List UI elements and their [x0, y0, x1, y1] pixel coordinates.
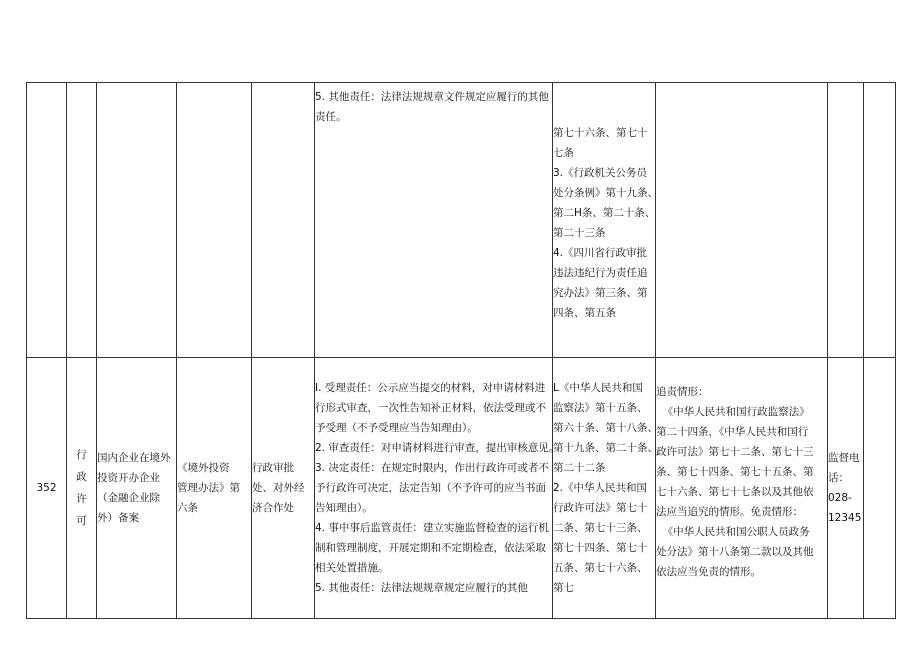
responsibility-cell: I. 受理责任：公示应当提交的材料，对申请材料进 行形式审查，一次性告知补正材料，依法受理或不 予受理（不予受理应当告知理由）。 2. 审查责任：对申请材料进行审查，提出审核意见。 3. 决定责任：在规定时限内，作出行政许可或者不 予行政许可决定，法定告知（不予许可的应当书面 告知理由）。 4. 事中事后监管责任：建立实施监督检查的运行机 制和管理制度，开展定期和不定期检查，依法采取 相关处置措施。 5. 其他责任：法律法规规章规定应履行的其他	[315, 358, 553, 619]
remarks-cell	[864, 83, 896, 358]
responsibility-cell: 5. 其他责任：法律法规规章文件规定应履行的其他 责任。	[315, 83, 553, 358]
table-row	[27, 83, 896, 358]
contact-cell: 监督电 话： 028- 12345	[828, 358, 864, 619]
remarks-cell	[864, 358, 896, 619]
item-name-cell: 国内企业在境外 投资开办企业 （金融企业除 外）备案	[97, 358, 177, 619]
contact-cell	[828, 83, 864, 358]
item-type-cell: 行 政 许 可	[67, 358, 97, 619]
law-reference-cell: L《中华人民共和国 监察法》第十五条、 第六十条、第十八条、 第十九条、第二十条、 第二十二条 2.《中华人民共和国 行政许可法》第七十 二条、第七十三条、 第七十四条、第七十 五条、第七十六条、 第七	[553, 358, 656, 619]
department-cell	[252, 83, 315, 358]
item-type-cell	[67, 83, 97, 358]
legal-basis-cell	[177, 83, 252, 358]
accountability-cell: 追责情形： 《中华人民共和国行政监察法》 第二十四条，《中华人民共和国行 政许可法》第七十二条、第七十三 条、第七十四条、第七十五条、第 七十六条、第七十七条以及其他依 法应当追究的情形。免责情形： 《中华人民共和国公职人员政务 处分法》第十八条第二款以及其他 依法应当免责的情形。	[656, 358, 828, 619]
item-number-cell: 352	[27, 358, 67, 619]
table-row	[27, 358, 896, 619]
department-cell: 行政审批 处、对外经 济合作处	[252, 358, 315, 619]
responsibility-table	[26, 82, 896, 619]
item-name-cell	[97, 83, 177, 358]
item-number-cell	[27, 83, 67, 358]
accountability-cell	[656, 83, 828, 358]
legal-basis-cell: 《境外投资 管理办法》第 六条	[177, 358, 252, 619]
law-reference-cell: 第七十六条、第七十 七条 3.《行政机关公务员 处分条例》第十九条、 第二H条、第二十条、 第二十三条 4.《四川省行政审批 违法违纪行为责任追 究办法》第三条、第 四条、第五条	[553, 83, 656, 358]
